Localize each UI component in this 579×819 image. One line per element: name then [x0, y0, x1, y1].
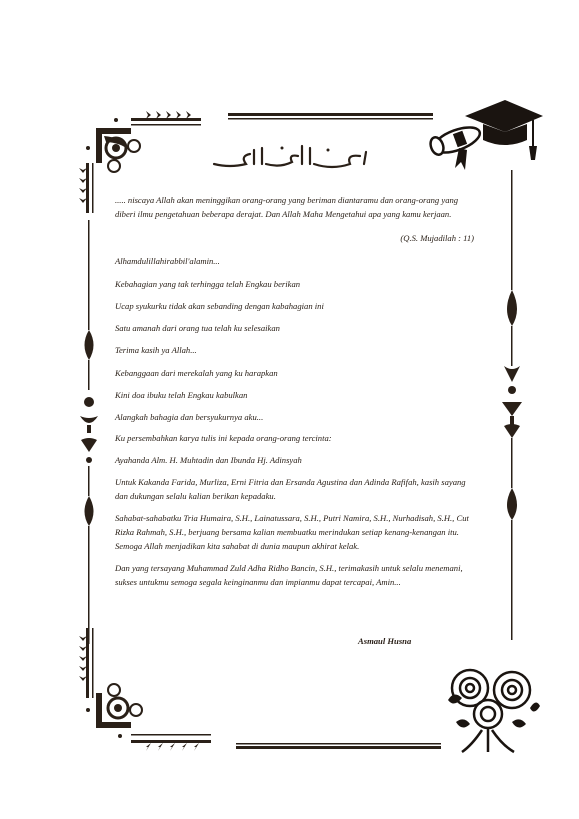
- dedication-line: Alhamdulillahirabbil'alamin...: [115, 256, 220, 266]
- bottom-left-ornamental-corner: [76, 628, 216, 756]
- dedication-line: Ku persembahkan karya tulis ini kepada orang-orang tercinta:: [115, 433, 332, 443]
- graduation-cap-and-diploma: [425, 98, 545, 178]
- signature: Asmaul Husna: [358, 636, 412, 646]
- dedication-paragraph: Dan yang tersayang Muhammad Zuld Adha Ridho Bancin, S.H., terimakasih untuk selalu menemani, sukses untukmu semoga segala keinginanmu dan impianmu dapat tercapai, Amin...: [115, 563, 463, 587]
- rose-bouquet: [442, 660, 542, 755]
- opening-quote: ..... niscaya Allah akan meninggikan orang-orang yang beriman diantaramu dan orang-orang yang diberi ilmu pengetahuan beberapa derajat. Dan Allah Maha Mengetahui apa yang kamu kerjaan.: [115, 195, 459, 219]
- quote-reference: (Q.S. Mujadilah : 11): [400, 233, 474, 243]
- right-ornamental-vertical-border: [500, 170, 524, 640]
- bottom-ornamental-rule: [236, 742, 441, 752]
- dedication-line: Kebahagian yang tak terhingga telah Engkau berikan: [115, 279, 301, 289]
- dedication-paragraph: Sahabat-sahabatku Tria Humaira, S.H., Lainatussara, S.H., Putri Namira, S.H., Nurhadisah, S.H., Cut Rizka Rahmah, S.H., berjuang bersama kalian membuatku merindukan setiap kenang-kenangan itu. Semoga Allah menjadikan kita sahabat di dunia maupun akhirat kelak.: [115, 513, 469, 551]
- basmalah-calligraphy: [210, 142, 370, 172]
- top-ornamental-rule: [228, 112, 433, 122]
- dedication-line: Kebanggaan dari merekalah yang ku harapkan: [115, 368, 278, 378]
- dedication-line: Ayahanda Alm. H. Muhtadin dan Ibunda Hj. Adinsyah: [115, 455, 302, 465]
- dedication-paragraph: Untuk Kakanda Farida, Murliza, Erni Fitria dan Ersanda Agustina dan Adinda Rafifah, kasih sayang dan dukungan selalu kalian berikan kepadaku.: [115, 477, 466, 501]
- dedication-line: Alangkah bahagia dan bersyukurnya aku...: [115, 412, 264, 422]
- left-ornamental-vertical-border: [78, 220, 100, 645]
- dedication-line: Ucap syukurku tidak akan sebanding dengan kabahagian ini: [115, 301, 324, 311]
- dedication-line: Terima kasih ya Allah...: [115, 345, 197, 355]
- dedication-line: Satu amanah dari orang tua telah ku selesaikan: [115, 323, 280, 333]
- dedication-line: Kini doa ibuku telah Engkau kabulkan: [115, 390, 248, 400]
